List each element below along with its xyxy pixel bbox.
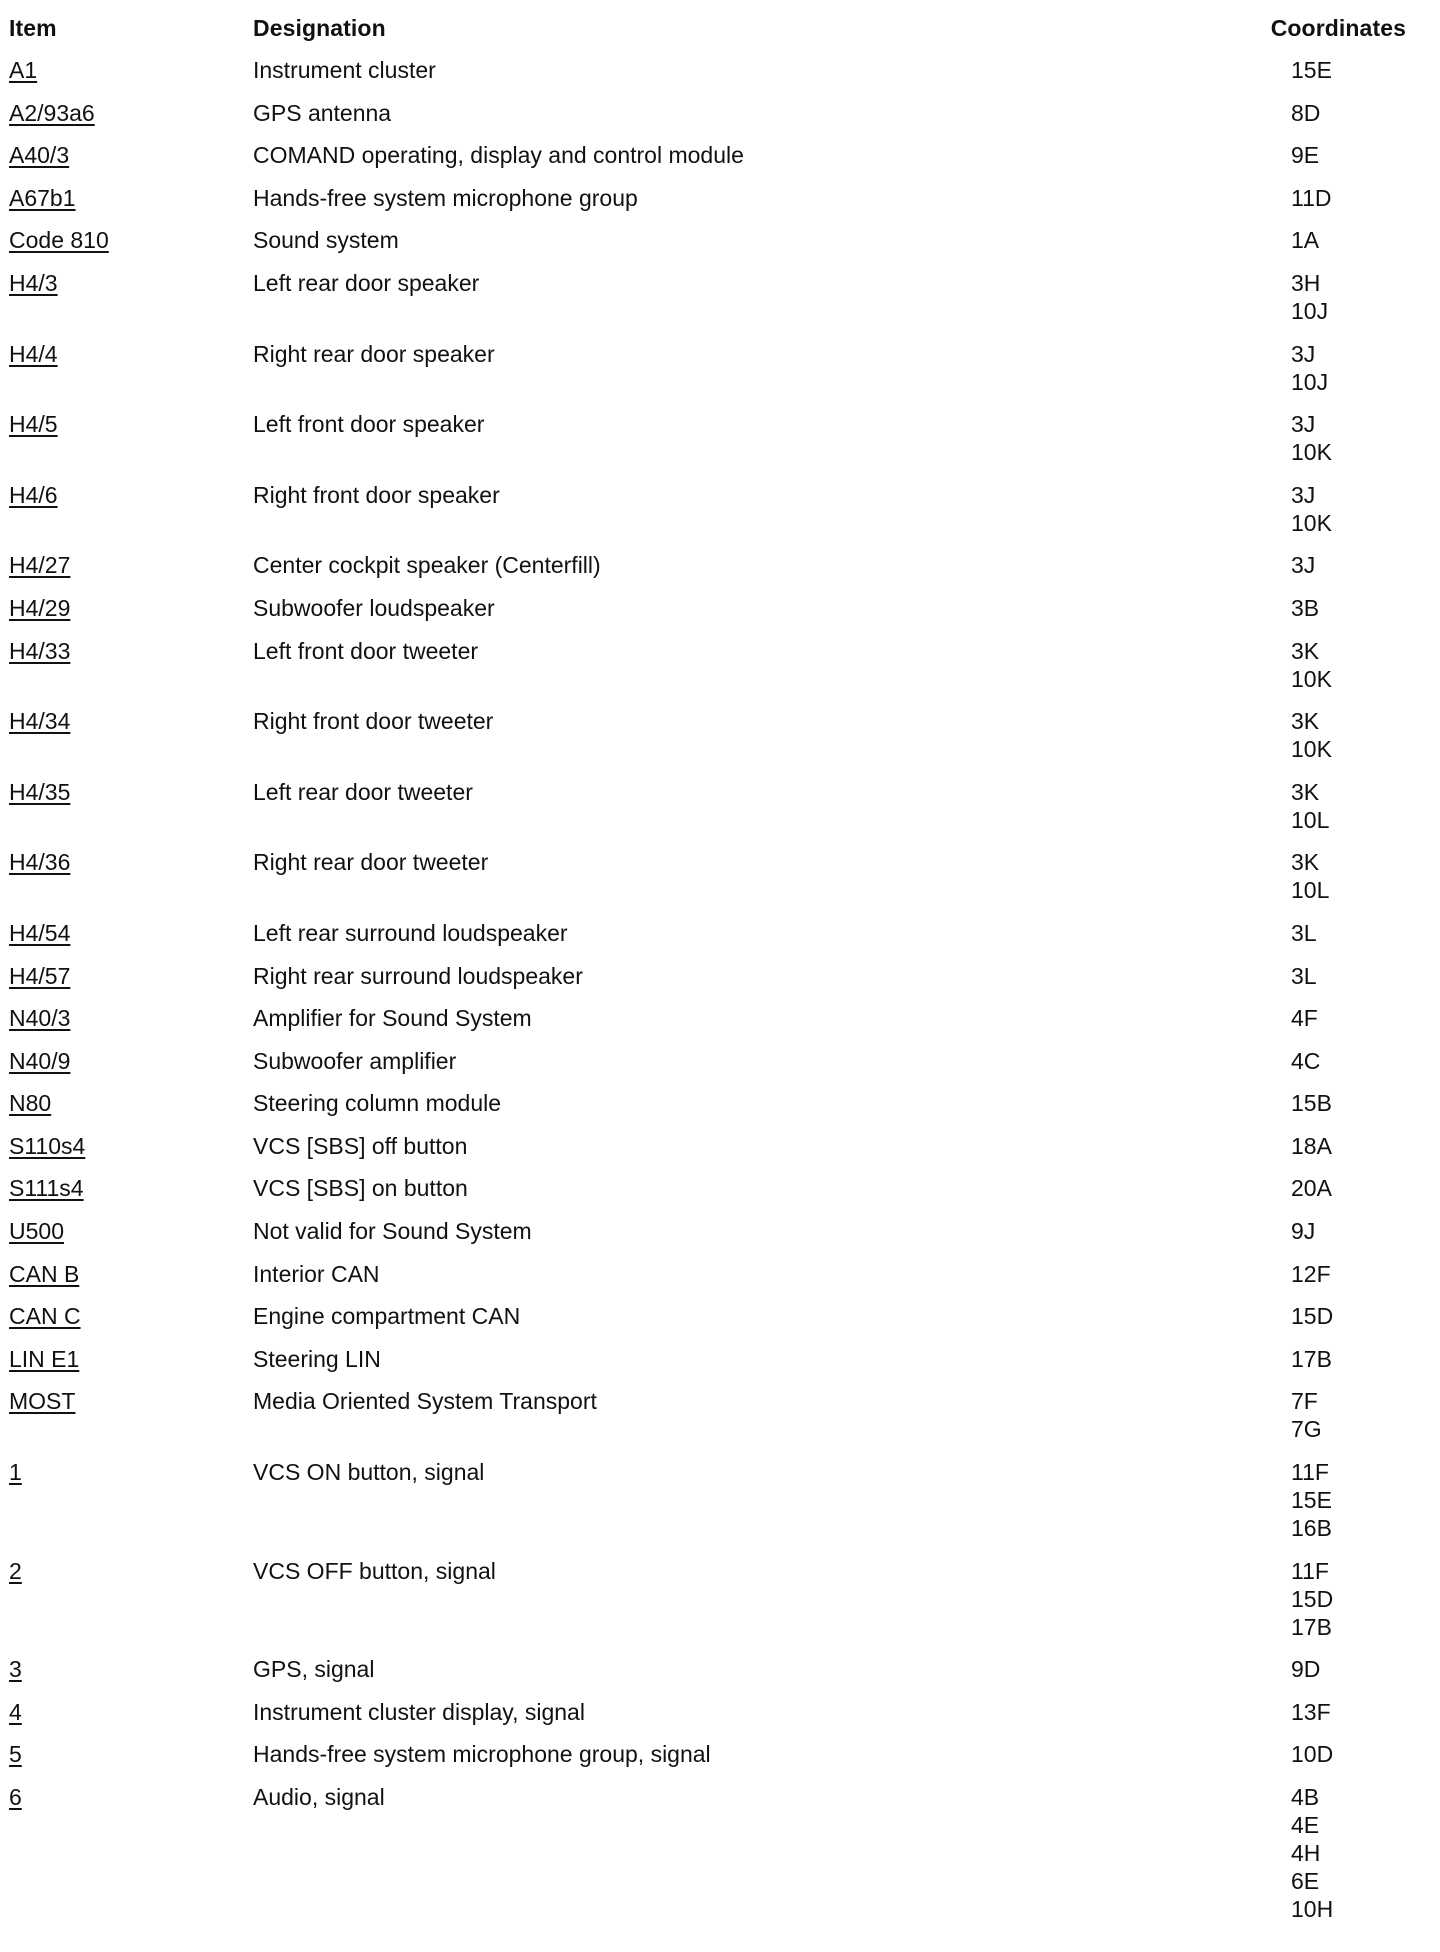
coordinate-value: 10K: [1291, 439, 1332, 466]
coordinates-cell: [1291, 919, 1317, 947]
table-row: [0, 962, 1440, 1005]
designation-text: Interior CAN: [253, 1260, 380, 1287]
table-row: [0, 551, 1440, 594]
item-link[interactable]: A1: [9, 57, 38, 83]
designation-text: Right rear surround loudspeaker: [253, 962, 583, 989]
designation-text: Right rear door speaker: [253, 340, 495, 367]
table-header: [0, 0, 1440, 56]
coordinates-cell: [1291, 481, 1332, 537]
coordinate-value: 7G: [1291, 1416, 1322, 1443]
item-link[interactable]: H4/29: [9, 594, 71, 621]
coordinates-cell: [1291, 1217, 1315, 1245]
item-link[interactable]: H4/6: [9, 481, 58, 508]
item-link[interactable]: H4/34: [9, 708, 71, 735]
coordinate-value: 10J: [1291, 368, 1329, 395]
item-link[interactable]: H4/4: [9, 340, 58, 367]
designation-text: Right front door speaker: [253, 481, 500, 508]
coordinate-value: 4F: [1291, 1005, 1318, 1032]
table-row: [0, 269, 1440, 340]
table-row: [0, 1458, 1440, 1557]
table-row: [0, 1302, 1440, 1345]
coordinates-cell: [1291, 551, 1315, 579]
coordinate-value: 11F: [1291, 1557, 1329, 1584]
coordinate-value: 8D: [1291, 99, 1321, 126]
coordinate-value: 16B: [1291, 1515, 1332, 1542]
table-row: [0, 1047, 1440, 1090]
table-row: [0, 481, 1440, 552]
coordinates-cell: [1291, 269, 1328, 325]
coordinates-cell: [1291, 1655, 1320, 1683]
designation-text: Audio, signal: [253, 1784, 385, 1810]
table-row: [0, 1698, 1440, 1741]
item-link[interactable]: MOST: [9, 1388, 76, 1415]
table-row: [0, 1260, 1440, 1303]
coordinates-cell: [1291, 637, 1332, 693]
coordinates-cell: [1291, 1783, 1333, 1923]
coordinate-value: 17B: [1291, 1613, 1332, 1640]
designation-text: COMAND operating, display and control module: [253, 142, 744, 169]
header-item: Item: [9, 15, 57, 41]
item-link[interactable]: A67b1: [9, 184, 76, 211]
coordinate-value: 4H: [1291, 1840, 1321, 1866]
table-row: [0, 99, 1440, 142]
coordinates-cell: [1291, 1132, 1332, 1160]
designation-text: VCS OFF button, signal: [253, 1557, 496, 1584]
coordinate-value: 3B: [1291, 594, 1320, 621]
item-link[interactable]: N80: [9, 1090, 52, 1117]
item-link[interactable]: Code 810: [9, 227, 109, 254]
item-link[interactable]: CAN C: [9, 1303, 81, 1330]
table-row: [0, 919, 1440, 962]
coordinate-value: 10H: [1291, 1896, 1334, 1922]
designation-text: VCS [SBS] on button: [253, 1175, 468, 1202]
table-row: [0, 410, 1440, 481]
coordinates-cell: [1291, 707, 1332, 763]
coordinate-value: 10L: [1291, 806, 1330, 833]
coordinate-value: 10K: [1291, 736, 1332, 763]
coordinate-value: 4C: [1291, 1047, 1321, 1074]
coordinate-value: 15B: [1291, 1090, 1332, 1117]
coordinate-value: 9E: [1291, 142, 1320, 169]
table-row: [0, 1655, 1440, 1698]
coordinate-value: 3L: [1291, 919, 1317, 946]
designation-text: GPS, signal: [253, 1656, 375, 1683]
item-link[interactable]: N40/9: [9, 1047, 71, 1074]
designation-text: Left rear door tweeter: [253, 778, 473, 805]
table-body: [0, 56, 1440, 1943]
designation-text: Steering column module: [253, 1090, 502, 1117]
table-row: [0, 1783, 1440, 1943]
item-link[interactable]: CAN B: [9, 1260, 80, 1287]
coordinates-cell: [1291, 184, 1332, 212]
coordinates-cell: [1291, 1345, 1332, 1373]
coordinate-value: 7F: [1291, 1388, 1318, 1415]
header-designation: Designation: [253, 15, 386, 41]
coordinates-cell: [1291, 226, 1319, 254]
coordinate-value: 10D: [1291, 1741, 1334, 1768]
coordinates-cell: [1291, 410, 1332, 466]
designation-text: Left front door speaker: [253, 411, 485, 438]
coordinate-value: 15D: [1291, 1585, 1334, 1612]
table-row: [0, 594, 1440, 637]
coordinates-cell: [1291, 962, 1317, 990]
coordinate-value: 3L: [1291, 962, 1317, 989]
item-link[interactable]: H4/3: [9, 269, 58, 296]
coordinate-value: 10L: [1291, 877, 1330, 904]
item-link[interactable]: N40/3: [9, 1005, 71, 1032]
table-row: [0, 1132, 1440, 1175]
coordinate-value: 17B: [1291, 1345, 1332, 1372]
designation-text: Right front door tweeter: [253, 708, 494, 735]
designation-text: Media Oriented System Transport: [253, 1388, 597, 1415]
item-link[interactable]: S110s4: [9, 1132, 86, 1159]
coordinates-cell: [1291, 340, 1328, 396]
coordinate-value: 9J: [1291, 1218, 1316, 1245]
designation-text: Instrument cluster display, signal: [253, 1698, 585, 1725]
coordinate-value: 3K: [1291, 637, 1320, 664]
coordinate-value: 3J: [1291, 481, 1316, 508]
coordinates-cell: [1291, 1740, 1333, 1768]
coordinate-value: 3H: [1291, 269, 1321, 296]
coordinates-cell: [1291, 594, 1319, 622]
designation-text: Hands-free system microphone group, signal: [253, 1741, 711, 1768]
item-link[interactable]: U500: [9, 1218, 64, 1245]
table-row: [0, 637, 1440, 708]
designation-text: Engine compartment CAN: [253, 1303, 521, 1330]
table-row: [0, 56, 1440, 99]
table-row: [0, 1557, 1440, 1656]
designation-text: Hands-free system microphone group: [253, 184, 638, 211]
coordinate-value: 10J: [1291, 297, 1329, 324]
item-link[interactable]: 5: [9, 1741, 22, 1768]
coordinates-cell: [1291, 1698, 1331, 1726]
designation-text: Steering LIN: [253, 1345, 381, 1372]
item-link[interactable]: H4/33: [9, 637, 71, 664]
item-link[interactable]: H4/5: [9, 411, 58, 438]
coordinate-value: 3J: [1291, 552, 1316, 579]
coordinates-cell: [1291, 1458, 1332, 1542]
coordinates-cell: [1291, 1387, 1322, 1443]
coordinates-cell: [1291, 1260, 1331, 1288]
coordinate-value: 9D: [1291, 1656, 1321, 1683]
coordinate-value: 10K: [1291, 509, 1332, 536]
coordinate-value: 18A: [1291, 1132, 1332, 1159]
coordinate-value: 15E: [1291, 57, 1332, 83]
table-row: [0, 1345, 1440, 1388]
item-link[interactable]: 2: [9, 1557, 22, 1584]
item-link[interactable]: 3: [9, 1656, 22, 1683]
coordinate-value: 3K: [1291, 708, 1320, 735]
header-coordinates: Coordinates: [1270, 15, 1406, 41]
coordinate-value: 15D: [1291, 1303, 1334, 1330]
coordinate-value: 3J: [1291, 411, 1316, 438]
coordinate-value: 1A: [1291, 227, 1320, 254]
designation-text: Left rear surround loudspeaker: [253, 919, 568, 946]
table-row: [0, 848, 1440, 919]
coordinates-cell: [1291, 778, 1329, 834]
designation-text: Subwoofer loudspeaker: [253, 594, 495, 621]
table-row: [0, 1174, 1440, 1217]
designation-text: Not valid for Sound System: [253, 1218, 532, 1245]
table-row: [0, 226, 1440, 269]
designation-text: Subwoofer amplifier: [253, 1047, 457, 1074]
table-row: [0, 778, 1440, 849]
item-link[interactable]: H4/54: [9, 919, 71, 946]
table-row: [0, 1089, 1440, 1132]
table-row: [0, 1004, 1440, 1047]
coordinate-value: 3J: [1291, 340, 1316, 367]
coordinate-value: 13F: [1291, 1698, 1331, 1725]
table-row: [0, 707, 1440, 778]
item-link[interactable]: 4: [9, 1698, 22, 1725]
coordinates-cell: [1291, 56, 1332, 84]
coordinates-cell: [1291, 1174, 1332, 1202]
item-link[interactable]: 6: [9, 1784, 22, 1810]
item-link[interactable]: S111s4: [9, 1175, 84, 1202]
item-link[interactable]: 1: [9, 1459, 22, 1486]
designation-text: Right rear door tweeter: [253, 849, 489, 876]
coordinate-value: 6E: [1291, 1868, 1320, 1894]
designation-text: Left front door tweeter: [253, 637, 479, 664]
table-row: [0, 141, 1440, 184]
coordinate-value: 3K: [1291, 849, 1320, 876]
item-link[interactable]: H4/35: [9, 778, 71, 805]
designation-text: Sound system: [253, 227, 399, 254]
coordinate-value: 20A: [1291, 1175, 1332, 1202]
designation-text: GPS antenna: [253, 99, 392, 126]
coordinates-cell: [1291, 1302, 1333, 1330]
designation-text: VCS [SBS] off button: [253, 1132, 468, 1159]
coordinates-cell: [1291, 848, 1329, 904]
coordinates-cell: [1291, 1557, 1333, 1641]
designation-text: Center cockpit speaker (Centerfill): [253, 552, 601, 579]
coordinate-value: 12F: [1291, 1260, 1331, 1287]
coordinate-value: 11F: [1291, 1459, 1329, 1486]
coordinates-cell: [1291, 1089, 1332, 1117]
table-row: [0, 1387, 1440, 1458]
table-row: [0, 1217, 1440, 1260]
coordinate-value: 10K: [1291, 665, 1332, 692]
coordinate-value: 4B: [1291, 1784, 1320, 1810]
designation-text: Amplifier for Sound System: [253, 1005, 532, 1032]
item-link[interactable]: H4/27: [9, 552, 71, 579]
item-link[interactable]: A2/93a6: [9, 99, 95, 126]
coordinates-cell: [1291, 141, 1319, 169]
coordinate-value: 11D: [1291, 184, 1332, 211]
item-link[interactable]: LIN E1: [9, 1345, 80, 1372]
table-row: [0, 340, 1440, 411]
table-row: [0, 184, 1440, 227]
coordinate-value: 15E: [1291, 1487, 1332, 1514]
coordinates-cell: [1291, 1047, 1320, 1075]
item-link[interactable]: H4/57: [9, 962, 71, 989]
designation-text: Instrument cluster: [253, 57, 436, 83]
coordinate-value: 3K: [1291, 778, 1320, 805]
designation-text: VCS ON button, signal: [253, 1459, 485, 1486]
coordinates-cell: [1291, 99, 1320, 127]
coordinates-cell: [1291, 1004, 1318, 1032]
coordinate-value: 4E: [1291, 1812, 1320, 1838]
designation-text: Left rear door speaker: [253, 269, 480, 296]
item-link[interactable]: A40/3: [9, 142, 70, 169]
table-row: [0, 1740, 1440, 1783]
item-link[interactable]: H4/36: [9, 849, 71, 876]
